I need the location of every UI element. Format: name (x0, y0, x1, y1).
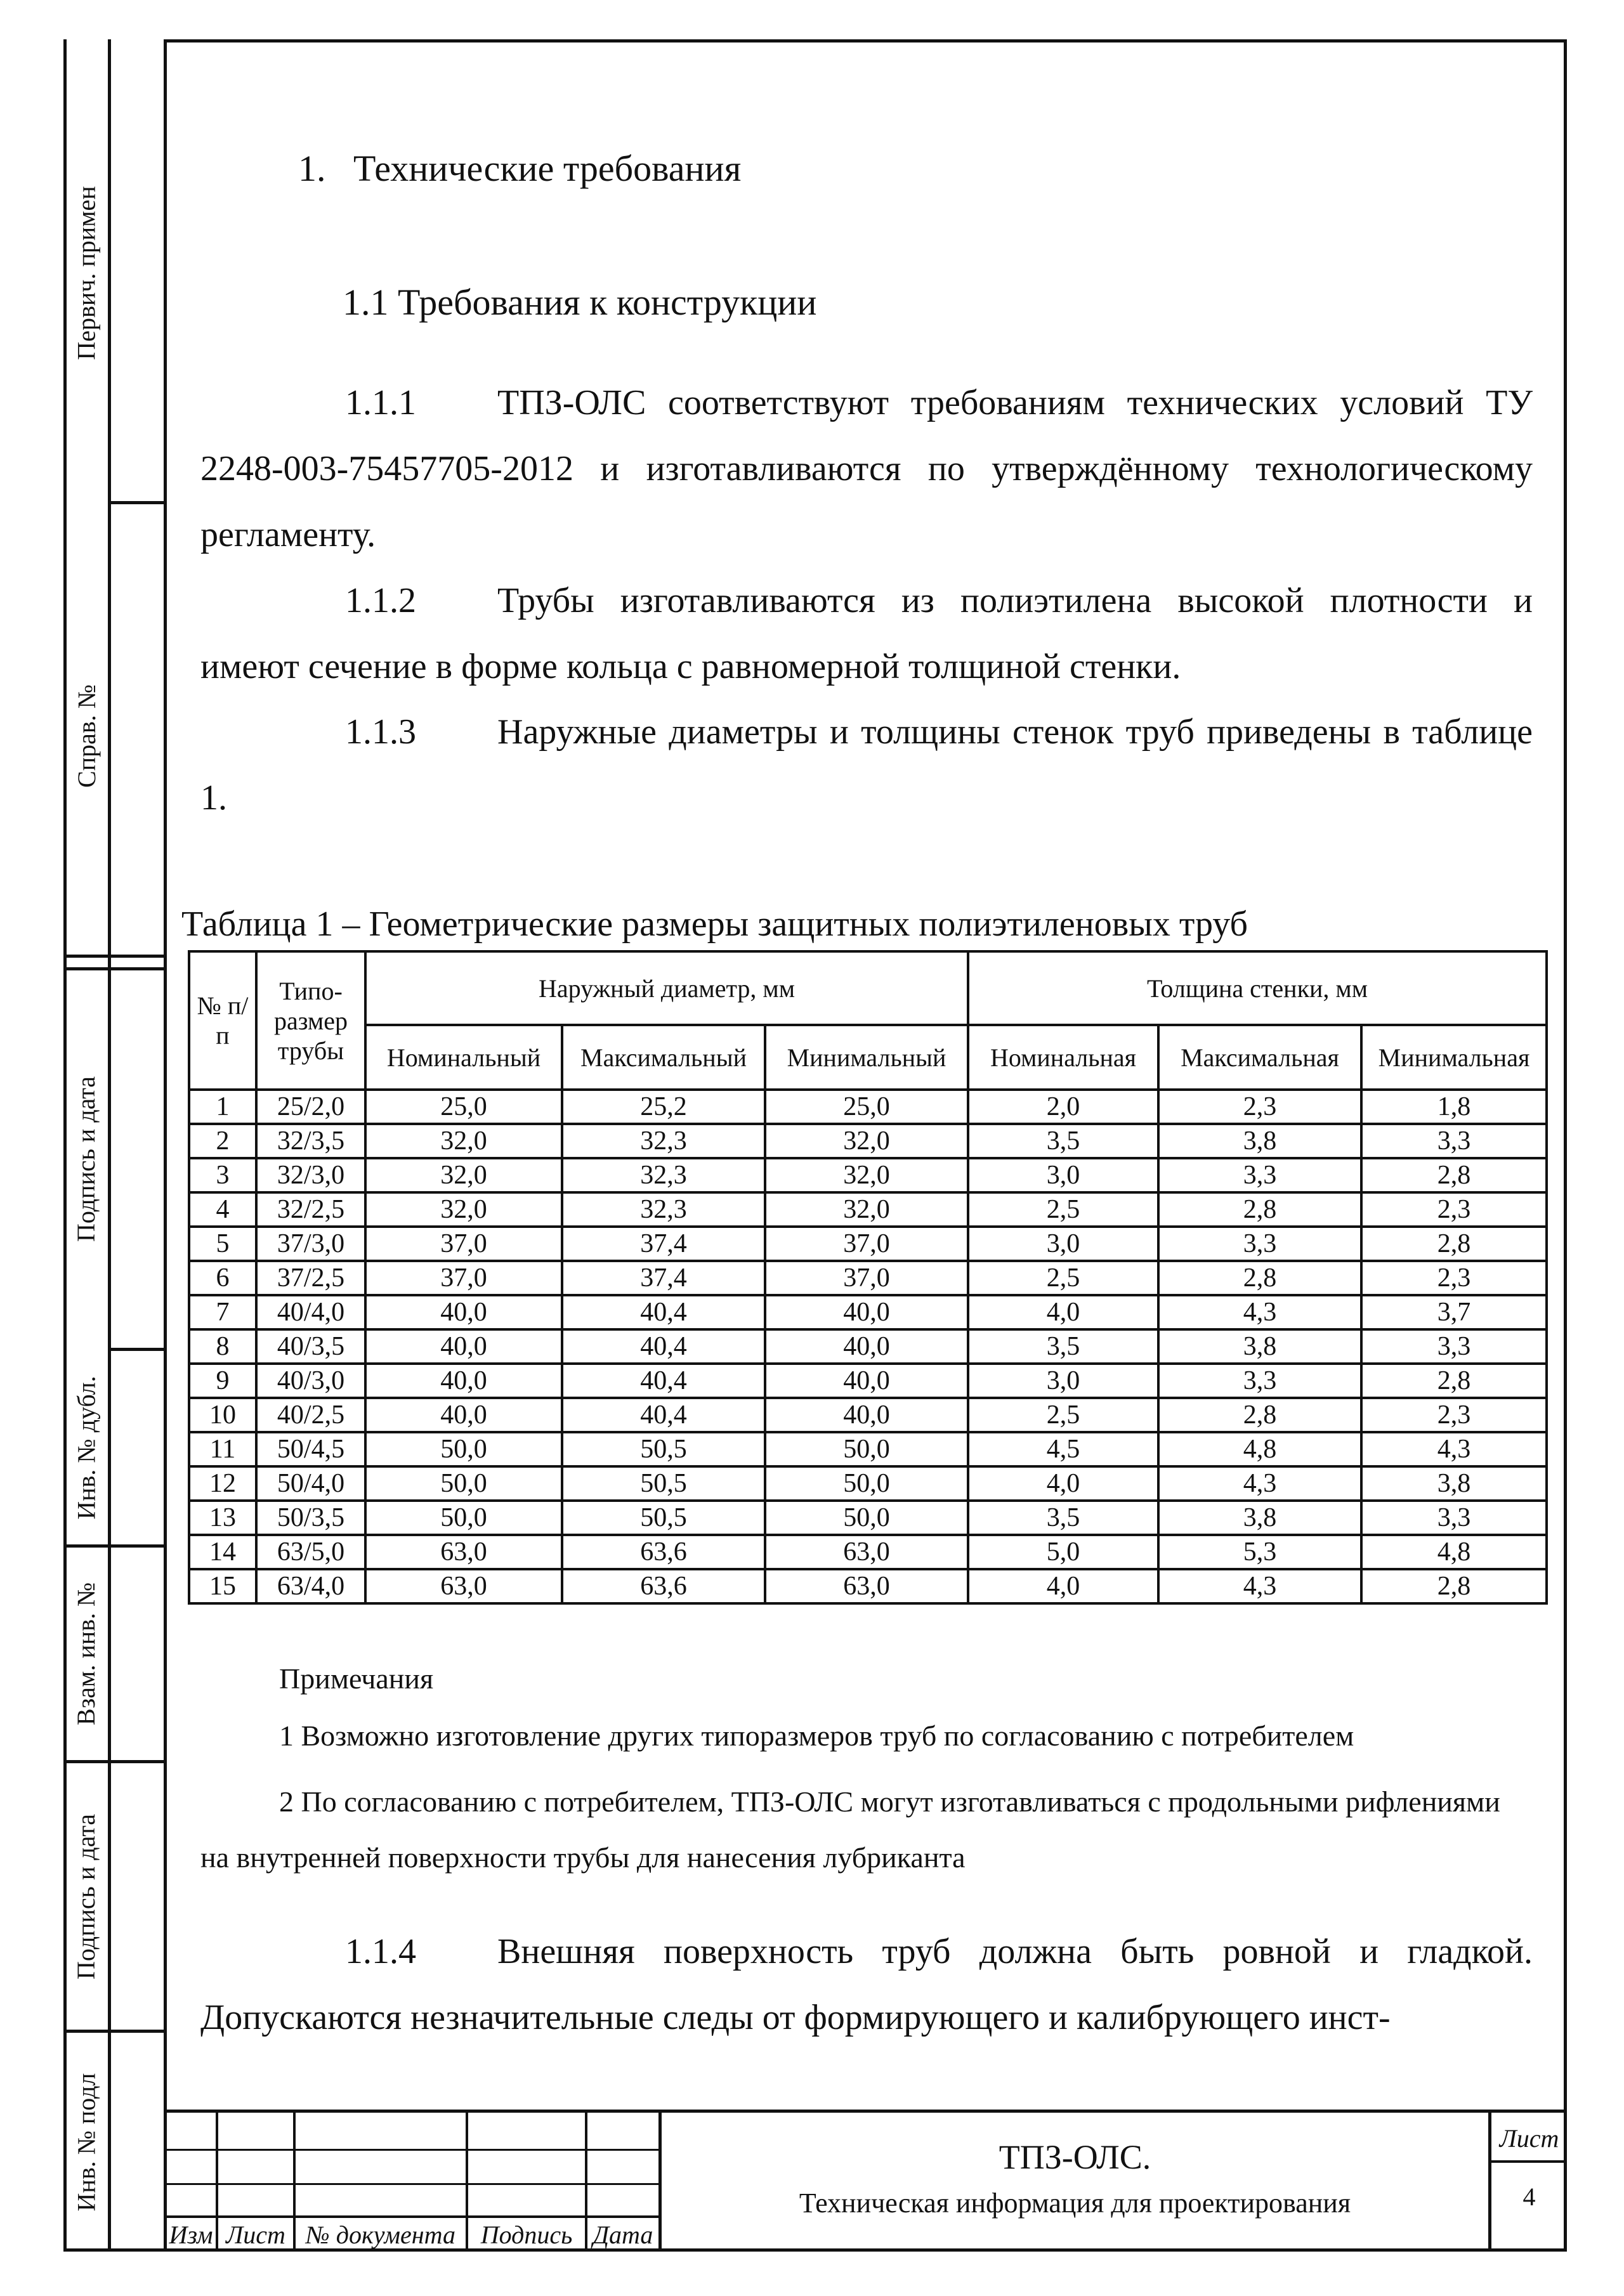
table-cell: 25,0 (765, 1090, 968, 1124)
table-cell: 2,8 (1158, 1192, 1361, 1227)
clause-number: 1.1.3 (345, 712, 416, 752)
table-cell: 4,3 (1158, 1295, 1361, 1329)
table-cell: 2,8 (1361, 1364, 1547, 1398)
title-block-top-rule (164, 2110, 1567, 2113)
table-cell: 15 (189, 1569, 256, 1603)
table-cell: 32,0 (765, 1158, 968, 1192)
table-cell: 4,0 (968, 1569, 1158, 1603)
tb-col-sheet: Лист (226, 2221, 285, 2249)
col-header-wall-max: Максимальная (1158, 1025, 1361, 1090)
side-rule (63, 1544, 164, 1548)
table-cell: 3 (189, 1158, 256, 1192)
table-cell: 13 (189, 1501, 256, 1535)
table-cell: 3,8 (1158, 1501, 1361, 1535)
table-cell: 63/4,0 (256, 1569, 365, 1603)
table-row (189, 1535, 1547, 1569)
table-cell: 32,0 (765, 1124, 968, 1158)
table-cell: 40,0 (365, 1398, 562, 1432)
table-cell: 5,3 (1158, 1535, 1361, 1569)
table-cell: 40/3,0 (256, 1364, 365, 1398)
table-cell: 32/2,5 (256, 1192, 365, 1227)
col-header-diameter-max: Максимальный (562, 1025, 765, 1090)
table-cell: 37,4 (562, 1261, 765, 1295)
table-cell: 63,0 (365, 1569, 562, 1603)
table-cell: 3,7 (1361, 1295, 1547, 1329)
section-heading (298, 147, 741, 190)
table-row (189, 1295, 1547, 1329)
table-cell: 50,0 (365, 1501, 562, 1535)
table-cell: 32/3,0 (256, 1158, 365, 1192)
table-cell: 4,5 (968, 1432, 1158, 1466)
table-row (189, 1466, 1547, 1501)
side-label-signature-date-2: Подпись и дата (72, 1813, 101, 1980)
col-header-type: Типо-размер трубы (256, 951, 365, 1090)
tb-col-change: Изм (169, 2221, 213, 2249)
table-cell: 25,2 (562, 1090, 765, 1124)
table-cell: 40,4 (562, 1329, 765, 1364)
table-cell: 37,0 (365, 1261, 562, 1295)
table-cell: 3,0 (968, 1227, 1158, 1261)
table-cell: 10 (189, 1398, 256, 1432)
table-cell: 40/3,5 (256, 1329, 365, 1364)
table-cell: 37,0 (765, 1261, 968, 1295)
table-cell: 5 (189, 1227, 256, 1261)
clause-text: Трубы изготавливаются из полиэтилена высокой плотности и имеют сечение в форме кольца с равномерной толщиной стенки. (200, 581, 1533, 686)
table-cell: 2,5 (968, 1261, 1158, 1295)
table-cell: 3,0 (968, 1158, 1158, 1192)
table-cell: 11 (189, 1432, 256, 1466)
table-cell: 7 (189, 1295, 256, 1329)
tb-col-date: Дата (593, 2221, 653, 2249)
table-cell: 37,4 (562, 1227, 765, 1261)
paragraph-1-1-2 (200, 568, 1533, 700)
table-caption: Таблица 1 – Геометрические размеры защитных полиэтиленовых труб (181, 904, 1248, 944)
table-cell: 40,4 (562, 1364, 765, 1398)
col-header-wall-min: Минимальная (1361, 1025, 1547, 1090)
table-cell: 40,0 (765, 1329, 968, 1364)
table-cell: 1,8 (1361, 1090, 1547, 1124)
col-header-wall-nominal: Номинальная (968, 1025, 1158, 1090)
document-title: ТПЗ-ОЛС. (999, 2138, 1151, 2176)
table-cell: 32,0 (365, 1158, 562, 1192)
side-rule (63, 2030, 164, 2033)
table-cell: 32,3 (562, 1192, 765, 1227)
side-label-first-use: Первич. примен (72, 185, 101, 360)
side-rule (63, 1760, 164, 1763)
table-cell: 63/5,0 (256, 1535, 365, 1569)
table-cell: 50,0 (365, 1466, 562, 1501)
table-row (189, 1158, 1547, 1192)
table-cell: 50,0 (765, 1501, 968, 1535)
table-cell: 40,0 (765, 1364, 968, 1398)
table-cell: 3,3 (1158, 1364, 1361, 1398)
col-header-diameter-nominal: Номинальный (365, 1025, 562, 1090)
document-subtitle: Техническая информация для проектирования (799, 2188, 1351, 2219)
table-cell: 32,3 (562, 1124, 765, 1158)
table-row (189, 1090, 1547, 1124)
title-block-rule (1488, 2160, 1567, 2163)
table-cell: 2,8 (1158, 1261, 1361, 1295)
table-cell: 3,5 (968, 1329, 1158, 1364)
table-cell: 2,8 (1158, 1398, 1361, 1432)
table-cell: 3,0 (968, 1364, 1158, 1398)
table-cell: 32,0 (365, 1124, 562, 1158)
clause-text: Внешняя поверхность труб должна быть ровной и гладкой. Допускаются незначительные следы от формирующего и калибрующего инст- (200, 1932, 1533, 2037)
table-row (189, 1501, 1547, 1535)
note-1: 1 Возможно изготовление других типоразмеров труб по согласованию с потребителем (279, 1719, 1354, 1752)
side-label-reference-no: Справ. № (72, 684, 101, 788)
table-cell: 4,0 (968, 1466, 1158, 1501)
table-cell: 63,0 (765, 1569, 968, 1603)
table-cell: 32,0 (765, 1192, 968, 1227)
table-row (189, 1432, 1547, 1466)
side-label-signature-date: Подпись и дата (72, 1076, 101, 1243)
col-header-number: № п/п (189, 951, 256, 1090)
col-group-diameter: Наружный диаметр, мм (365, 951, 968, 1025)
side-rule (63, 967, 164, 970)
clause-number: 1.1.2 (345, 581, 416, 620)
table-cell: 37,0 (365, 1227, 562, 1261)
table-cell: 4,3 (1158, 1466, 1361, 1501)
tb-col-signature: Подпись (480, 2221, 573, 2249)
side-rule (108, 1348, 164, 1351)
table-cell: 63,6 (562, 1535, 765, 1569)
clause-number: 1.1.1 (345, 383, 416, 422)
table-cell: 2,3 (1361, 1261, 1547, 1295)
table-row (189, 1398, 1547, 1432)
table-cell: 32/3,5 (256, 1124, 365, 1158)
table-cell: 9 (189, 1364, 256, 1398)
col-header-diameter-min: Минимальный (765, 1025, 968, 1090)
col-group-wall: Толщина стенки, мм (968, 951, 1547, 1025)
table-cell: 50/4,0 (256, 1466, 365, 1501)
side-label-dup-inv-no: Инв. № дубл. (72, 1376, 101, 1520)
table-cell: 1 (189, 1090, 256, 1124)
sheet-label: Лист (1499, 2124, 1559, 2153)
table-row (189, 1261, 1547, 1295)
table-cell: 40,0 (365, 1364, 562, 1398)
table-cell: 50,5 (562, 1466, 765, 1501)
section-title: Технические требования (353, 148, 742, 189)
subsection-heading: 1.1 Требования к конструкции (343, 282, 817, 323)
table-cell: 2,5 (968, 1398, 1158, 1432)
table-cell: 2,3 (1361, 1192, 1547, 1227)
side-label-replace-inv-no: Взам. инв. № (72, 1582, 101, 1726)
table-cell: 25,0 (365, 1090, 562, 1124)
table-cell: 3,8 (1158, 1329, 1361, 1364)
tb-col-document-no: № документа (306, 2221, 455, 2249)
table-cell: 37/3,0 (256, 1227, 365, 1261)
table-cell: 4 (189, 1192, 256, 1227)
table-row (189, 1227, 1547, 1261)
paragraph-1-1-3 (200, 699, 1533, 831)
table-cell: 50,0 (765, 1466, 968, 1501)
table-cell: 37/2,5 (256, 1261, 365, 1295)
table-cell: 50,0 (365, 1432, 562, 1466)
side-strip-divider (108, 39, 111, 2252)
table-cell: 4,3 (1158, 1569, 1361, 1603)
notes-title: Примечания (279, 1662, 434, 1695)
table-cell: 3,3 (1361, 1124, 1547, 1158)
title-block-col (658, 2110, 662, 2252)
table-cell: 50,0 (765, 1432, 968, 1466)
table-cell: 3,5 (968, 1501, 1158, 1535)
clause-text: ТПЗ-ОЛС соответствуют требованиям технических условий ТУ 2248-003-75457705-2012 и изготавливаются по утверждённому технологическому регламенту. (200, 383, 1533, 554)
table-row (189, 1124, 1547, 1158)
paragraph-1-1-1 (200, 370, 1533, 568)
table-cell: 40,0 (365, 1329, 562, 1364)
table-cell: 8 (189, 1329, 256, 1364)
table-cell: 40/4,0 (256, 1295, 365, 1329)
table-cell: 2,3 (1158, 1090, 1361, 1124)
table-cell: 63,0 (765, 1535, 968, 1569)
table-cell: 2,8 (1361, 1227, 1547, 1261)
table-cell: 2,8 (1361, 1158, 1547, 1192)
note-2: 2 По согласованию с потребителем, ТПЗ-ОЛС могут изготавливаться с продольными рифлениями на внутренней поверхности трубы для нанесения лубриканта (200, 1785, 1500, 1874)
table-body (189, 1090, 1547, 1603)
table-cell: 3,3 (1158, 1227, 1361, 1261)
table-cell: 63,6 (562, 1569, 765, 1603)
table-cell: 4,8 (1158, 1432, 1361, 1466)
table-cell: 32,0 (365, 1192, 562, 1227)
clause-number: 1.1.4 (345, 1932, 416, 1971)
table-cell: 50,5 (562, 1432, 765, 1466)
table-cell: 2,5 (968, 1192, 1158, 1227)
table-row (189, 1192, 1547, 1227)
table-cell: 50,5 (562, 1501, 765, 1535)
table-cell: 3,8 (1361, 1466, 1547, 1501)
side-rule (108, 501, 164, 504)
table-cell: 40,0 (365, 1295, 562, 1329)
table-cell: 4,0 (968, 1295, 1158, 1329)
table-row (189, 1569, 1547, 1603)
table-cell: 40,4 (562, 1398, 765, 1432)
table-cell: 2,8 (1361, 1569, 1547, 1603)
table-cell: 3,3 (1361, 1329, 1547, 1364)
table-cell: 50/3,5 (256, 1501, 365, 1535)
table-cell: 2,3 (1361, 1398, 1547, 1432)
clause-text: Наружные диаметры и толщины стенок труб приведены в таблице 1. (200, 712, 1533, 818)
table-cell: 4,3 (1361, 1432, 1547, 1466)
table-cell: 3,5 (968, 1124, 1158, 1158)
table-row (189, 1364, 1547, 1398)
table-cell: 12 (189, 1466, 256, 1501)
table-cell: 4,8 (1361, 1535, 1547, 1569)
table-cell: 25/2,0 (256, 1090, 365, 1124)
table-cell: 3,8 (1158, 1124, 1361, 1158)
table-cell: 3,3 (1361, 1501, 1547, 1535)
table-cell: 14 (189, 1535, 256, 1569)
table-cell: 2,0 (968, 1090, 1158, 1124)
table-cell: 32,3 (562, 1158, 765, 1192)
table-cell: 37,0 (765, 1227, 968, 1261)
sheet-number: 4 (1522, 2182, 1536, 2211)
side-label-orig-inv-no: Инв. № подл (72, 2073, 101, 2212)
table-row (189, 1329, 1547, 1364)
table-cell: 50/4,5 (256, 1432, 365, 1466)
table-cell: 6 (189, 1261, 256, 1295)
dimensions-table (188, 950, 1548, 1605)
table-cell: 40/2,5 (256, 1398, 365, 1432)
table-cell: 3,3 (1158, 1158, 1361, 1192)
paragraph-1-1-4 (200, 1919, 1533, 2051)
table-cell: 40,0 (765, 1398, 968, 1432)
section-number: 1. (298, 148, 326, 189)
table-cell: 5,0 (968, 1535, 1158, 1569)
table-cell: 40,0 (765, 1295, 968, 1329)
table-cell: 63,0 (365, 1535, 562, 1569)
table-cell: 2 (189, 1124, 256, 1158)
table-cell: 40,4 (562, 1295, 765, 1329)
